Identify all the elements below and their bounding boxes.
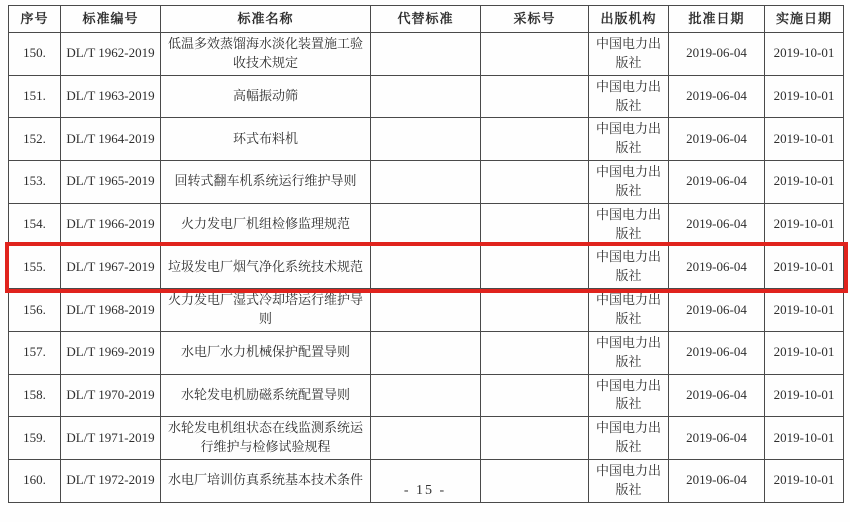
- cell-implemented: 2019-10-01: [765, 75, 844, 118]
- cell-no: 156.: [9, 289, 61, 332]
- cell-no: 154.: [9, 203, 61, 246]
- table-row: [9, 331, 844, 374]
- cell-approved: 2019-06-04: [669, 331, 765, 374]
- table-header: [9, 6, 844, 33]
- cell-code: DL/T 1966-2019: [61, 203, 161, 246]
- table-row: [9, 246, 844, 289]
- cell-no: 157.: [9, 331, 61, 374]
- cell-code: DL/T 1968-2019: [61, 289, 161, 332]
- cell-name: 环式布料机: [161, 118, 371, 161]
- cell-code: DL/T 1963-2019: [61, 75, 161, 118]
- cell-code: DL/T 1962-2019: [61, 33, 161, 76]
- cell-adopted: [481, 75, 589, 118]
- cell-implemented: 2019-10-01: [765, 118, 844, 161]
- cell-publisher: 中国电力出版社: [589, 459, 669, 502]
- cell-code: DL/T 1964-2019: [61, 118, 161, 161]
- column-header-6: 批准日期: [669, 6, 765, 33]
- cell-approved: 2019-06-04: [669, 161, 765, 204]
- cell-implemented: 2019-10-01: [765, 161, 844, 204]
- cell-no: 159.: [9, 417, 61, 460]
- cell-implemented: 2019-10-01: [765, 246, 844, 289]
- cell-replaced: [371, 331, 481, 374]
- cell-publisher: 中国电力出版社: [589, 246, 669, 289]
- cell-approved: 2019-06-04: [669, 203, 765, 246]
- cell-approved: 2019-06-04: [669, 374, 765, 417]
- cell-adopted: [481, 203, 589, 246]
- cell-replaced: [371, 118, 481, 161]
- page-number: - 15 -: [403, 483, 447, 498]
- cell-adopted: [481, 374, 589, 417]
- cell-implemented: 2019-10-01: [765, 33, 844, 76]
- cell-replaced: [371, 161, 481, 204]
- column-header-7: 实施日期: [765, 6, 844, 33]
- cell-name: 水轮发电机励磁系统配置导则: [161, 374, 371, 417]
- cell-approved: 2019-06-04: [669, 459, 765, 502]
- cell-adopted: [481, 33, 589, 76]
- cell-adopted: [481, 331, 589, 374]
- cell-adopted: [481, 246, 589, 289]
- cell-approved: 2019-06-04: [669, 75, 765, 118]
- cell-name: 水电厂培训仿真系统基本技术条件: [161, 459, 371, 502]
- cell-publisher: 中国电力出版社: [589, 75, 669, 118]
- table-row: [9, 289, 844, 332]
- cell-name: 水电厂水力机械保护配置导则: [161, 331, 371, 374]
- cell-publisher: 中国电力出版社: [589, 161, 669, 204]
- cell-no: 158.: [9, 374, 61, 417]
- cell-no: 150.: [9, 33, 61, 76]
- cell-approved: 2019-06-04: [669, 246, 765, 289]
- cell-publisher: 中国电力出版社: [589, 118, 669, 161]
- cell-replaced: [371, 203, 481, 246]
- column-header-5: 出版机构: [589, 6, 669, 33]
- column-header-1: 标准编号: [61, 6, 161, 33]
- table-row: [9, 33, 844, 76]
- cell-publisher: 中国电力出版社: [589, 374, 669, 417]
- cell-adopted: [481, 289, 589, 332]
- cell-implemented: 2019-10-01: [765, 374, 844, 417]
- cell-publisher: 中国电力出版社: [589, 33, 669, 76]
- standards-table: [8, 5, 844, 503]
- cell-code: DL/T 1967-2019: [61, 246, 161, 289]
- cell-approved: 2019-06-04: [669, 33, 765, 76]
- cell-adopted: [481, 417, 589, 460]
- cell-no: 153.: [9, 161, 61, 204]
- table-row: [9, 118, 844, 161]
- cell-publisher: 中国电力出版社: [589, 331, 669, 374]
- cell-code: DL/T 1971-2019: [61, 417, 161, 460]
- cell-adopted: [481, 161, 589, 204]
- cell-no: 155.: [9, 246, 61, 289]
- cell-code: DL/T 1972-2019: [61, 459, 161, 502]
- cell-name: 水轮发电机组状态在线监测系统运行维护与检修试验规程: [161, 417, 371, 460]
- cell-name: 垃圾发电厂烟气净化系统技术规范: [161, 246, 371, 289]
- cell-implemented: 2019-10-01: [765, 331, 844, 374]
- cell-no: 160.: [9, 459, 61, 502]
- cell-no: 152.: [9, 118, 61, 161]
- table-row: [9, 203, 844, 246]
- cell-implemented: 2019-10-01: [765, 459, 844, 502]
- cell-implemented: 2019-10-01: [765, 203, 844, 246]
- cell-replaced: [371, 33, 481, 76]
- cell-name: 火力发电厂机组检修监理规范: [161, 203, 371, 246]
- cell-publisher: 中国电力出版社: [589, 417, 669, 460]
- cell-implemented: 2019-10-01: [765, 417, 844, 460]
- table-body: [9, 33, 844, 503]
- cell-replaced: [371, 374, 481, 417]
- cell-code: DL/T 1970-2019: [61, 374, 161, 417]
- column-header-0: 序号: [9, 6, 61, 33]
- cell-publisher: 中国电力出版社: [589, 203, 669, 246]
- cell-replaced: [371, 289, 481, 332]
- column-header-3: 代替标准: [371, 6, 481, 33]
- table-row: [9, 161, 844, 204]
- cell-implemented: 2019-10-01: [765, 289, 844, 332]
- cell-approved: 2019-06-04: [669, 417, 765, 460]
- table-row: [9, 417, 844, 460]
- cell-name: 低温多效蒸馏海水淡化装置施工验收技术规定: [161, 33, 371, 76]
- cell-replaced: [371, 417, 481, 460]
- cell-replaced: [371, 246, 481, 289]
- cell-code: DL/T 1965-2019: [61, 161, 161, 204]
- cell-name: 火力发电厂湿式冷却塔运行维护导则: [161, 289, 371, 332]
- cell-no: 151.: [9, 75, 61, 118]
- cell-code: DL/T 1969-2019: [61, 331, 161, 374]
- cell-name: 高幅振动筛: [161, 75, 371, 118]
- table-row: [9, 374, 844, 417]
- table-row: [9, 75, 844, 118]
- table-header-row: [9, 6, 844, 33]
- column-header-2: 标准名称: [161, 6, 371, 33]
- cell-replaced: [371, 75, 481, 118]
- cell-approved: 2019-06-04: [669, 289, 765, 332]
- cell-approved: 2019-06-04: [669, 118, 765, 161]
- cell-adopted: [481, 118, 589, 161]
- cell-name: 回转式翻车机系统运行维护导则: [161, 161, 371, 204]
- column-header-4: 采标号: [481, 6, 589, 33]
- cell-publisher: 中国电力出版社: [589, 289, 669, 332]
